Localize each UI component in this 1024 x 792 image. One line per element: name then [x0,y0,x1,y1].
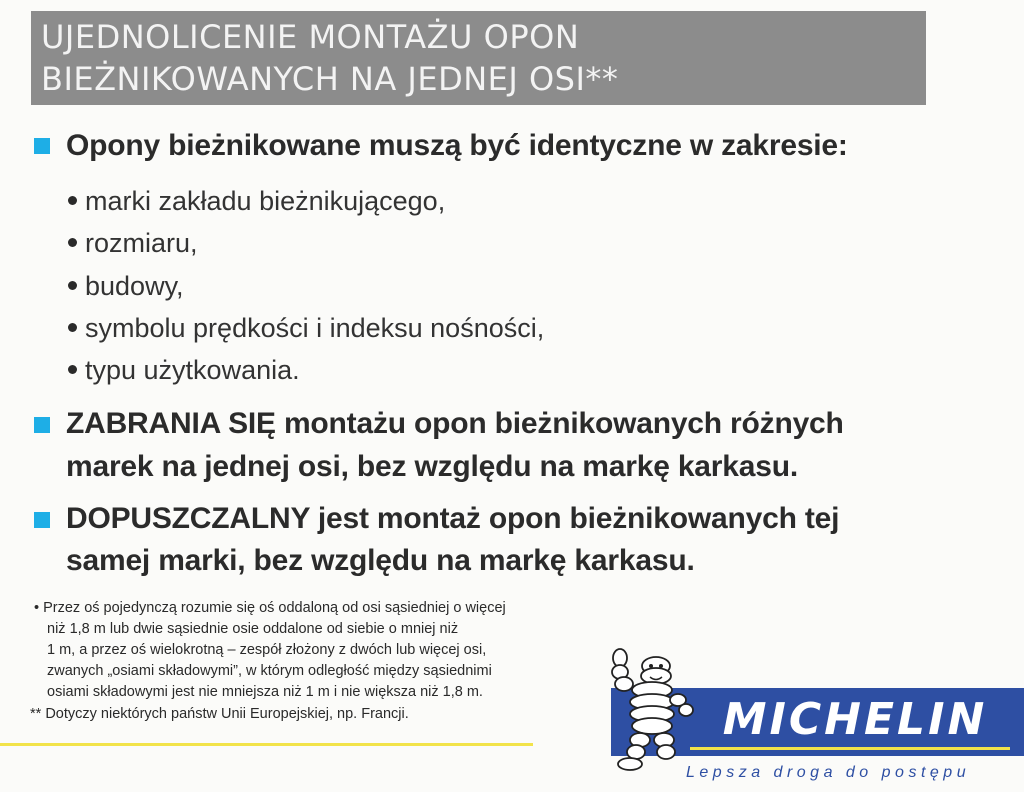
michelin-logo: MICHELIN [722,694,988,745]
dot-bullet-icon [68,281,77,290]
blue-square-bullet-icon [34,417,50,433]
yellow-divider [0,743,533,746]
blue-square-bullet-icon [34,512,50,528]
logo-underline [690,747,1010,750]
title-line-1: UJEDNOLICENIE MONTAŻU OPON [41,18,580,56]
title-banner [31,11,926,105]
section1-heading: Opony bieżnikowane muszą być identyczne w zakresie: [66,129,848,162]
list-item [68,228,198,259]
section2-line-1: ZABRANIA SIĘ montażu opon bieżnikowanych różnych [66,407,844,440]
dot-bullet-icon [68,323,77,332]
bibendum-mascot-icon [606,644,698,776]
title-line-2: BIEŻNIKOWANYCH NA JEDNEJ OSI** [41,60,619,98]
list-item [68,271,184,302]
list-item-text: marki zakładu bieżnikującego, [85,186,446,216]
list-item [68,313,544,344]
footnote-line: 1 m, a przez oś wielokrotną – zespół złożony z dwóch lub więcej osi, [47,642,487,658]
list-item-text: rozmiaru, [85,228,198,258]
dot-bullet-icon [68,238,77,247]
list-item-text: budowy, [85,271,184,301]
footnote-line: • Przez oś pojedynczą rozumie się oś oddaloną od osi sąsiedniej o więcej [34,600,506,616]
list-item-text: symbolu prędkości i indeksu nośności, [85,313,545,343]
list-item-text: typu użytkowania. [85,355,300,385]
section3-line-2: samej marki, bez względu na markę karkasu. [66,544,695,577]
footnote-line: ** Dotyczy niektórych państw Unii Europejskiej, np. Francji. [30,706,409,722]
dot-bullet-icon [68,365,77,374]
dot-bullet-icon [68,196,77,205]
list-item [68,186,445,217]
footnote-line: niż 1,8 m lub dwie sąsiednie osie oddalone od siebie o mniej niż [47,621,459,637]
section3-line-1: DOPUSZCZALNY jest montaż opon bieżnikowanych tej [66,502,840,535]
blue-square-bullet-icon [34,138,50,154]
footnote-line: zwanych „osiami składowymi”, w którym odległość między sąsiednimi [47,663,492,679]
brand-tagline: Lepsza droga do postępu [686,764,971,781]
list-item [68,355,300,386]
footnote-line: osiami składowymi jest nie mniejsza niż 1 m i nie większa niż 1,8 m. [47,684,483,700]
section2-line-2: marek na jednej osi, bez względu na markę karkasu. [66,450,798,483]
